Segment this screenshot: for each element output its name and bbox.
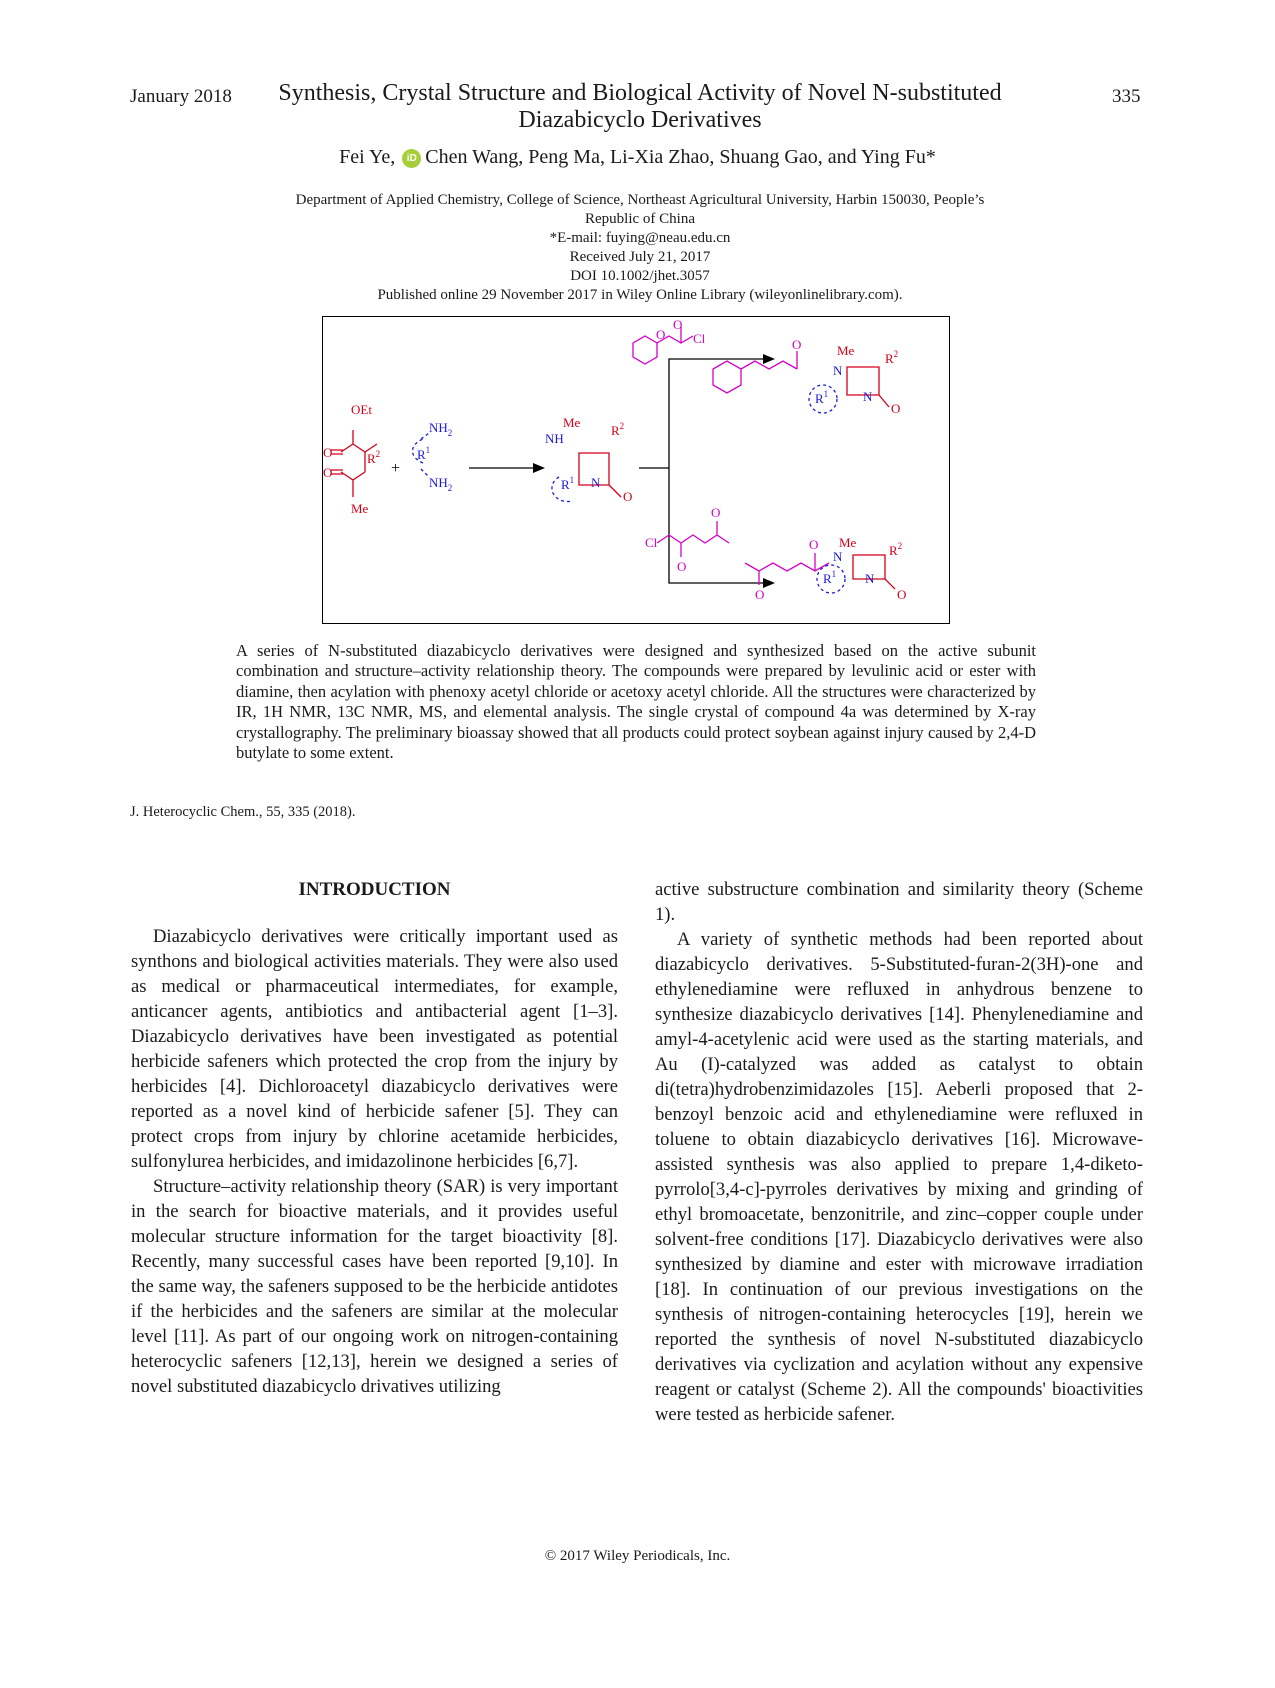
author-rest: Chen Wang, Peng Ma, Li-Xia Zhao, Shuang Gao, and Ying Fu* (425, 146, 936, 168)
label-me: Me (839, 535, 857, 550)
label-o: O (891, 401, 901, 416)
label-me: Me (351, 501, 369, 516)
label-r2: $R^2$ (889, 541, 903, 558)
label-n: N (833, 549, 843, 564)
page-number: 335 (1112, 86, 1141, 107)
published-online: Published online 29 November 2017 in Wiley Online Library (wileyonlinelibrary.com). (377, 287, 903, 303)
header-date: January 2018 (130, 86, 232, 107)
label-o: O (677, 559, 687, 574)
plus-sign: + (391, 460, 401, 477)
label-o: O (755, 587, 765, 602)
reaction-scheme (322, 316, 950, 624)
affiliation-line: Republic of China (585, 211, 695, 227)
paragraph: Structure–activity relationship theory (SAR) is very important in the search for bioactive materials, and it provides useful molecular structure information for the target bioactivity [8]. Recently, many successful cases have been reported [9,10]. In the same way, the safeners supposed to be the herbicide antidotes if the herbicides and the safeners are similar at the molecular level [11]. As part of our ongoing work on nitrogen-containing heterocyclic safeners [12,13], herein we designed a series of novel substituted diazabicyclo drivatives utilizing (131, 1176, 618, 1397)
label-r1: $R^1$ (561, 475, 575, 492)
author-first: Fei Ye, (339, 146, 396, 168)
label-n: N (591, 475, 601, 490)
affiliation-block (230, 191, 1050, 305)
orcid-icon[interactable]: iD (402, 149, 421, 168)
paragraph: active substructure combination and similarity theory (Scheme 1). (655, 879, 1143, 925)
label-o: O (323, 445, 333, 460)
label-n: N (865, 571, 875, 586)
label-cl: Cl (693, 331, 706, 346)
label-cl: Cl (645, 535, 658, 550)
label-me: Me (837, 343, 855, 358)
reaction-scheme-drawing (323, 317, 949, 623)
column-right (655, 877, 1143, 1427)
label-o: O (809, 537, 819, 552)
label-o: O (711, 505, 721, 520)
article-title: Synthesis, Crystal Structure and Biological Activity of Novel N-substituted Diazabicyclo Derivatives (278, 80, 1002, 133)
copyright-footer: © 2017 Wiley Periodicals, Inc. (544, 1548, 731, 1564)
label-n: N (833, 363, 843, 378)
email-line: *E-mail: fuying@neau.edu.cn (549, 230, 731, 246)
label-nh2: $NH_2$ (429, 475, 453, 493)
label-r1: $R^1$ (417, 445, 431, 462)
label-r1: $R^1$ (815, 389, 829, 406)
label-o: O (673, 317, 683, 332)
affiliation-line: Department of Applied Chemistry, College of Science, Northeast Agricultural University, Harbin 150030, People’s (295, 192, 985, 208)
label-n: N (863, 389, 873, 404)
label-o: O (656, 327, 666, 342)
author-list (0, 146, 1275, 169)
label-nh2: $NH_2$ (429, 420, 453, 438)
paragraph: Diazabicyclo derivatives were critically important used as synthons and biological activities materials. They were also used as medical or pharmaceutical intermediates, for example, anticancer agents, antibiotics and antibacterial agent [1–3]. Diazabicyclo derivatives have been investigated as potential herbicide safeners which protected the crop from the injury by herbicides [4]. Dichloroacetyl diazabicyclo derivatives were reported as a novel kind of herbicide safener [5]. They can protect crops from injury by chlorine acetamide herbicides, sulfonylurea herbicides, and imidazolinone herbicides [6,7]. (131, 926, 618, 1172)
label-r2: $R^2$ (611, 421, 625, 438)
journal-citation: J. Heterocyclic Chem., 55, 335 (2018). (130, 804, 356, 820)
label-o: O (792, 337, 802, 352)
label-oet: OEt (351, 402, 372, 417)
received-date: Received July 21, 2017 (569, 249, 711, 265)
label-o: O (323, 465, 333, 480)
label-r2: $R^2$ (885, 349, 899, 366)
paragraph: A variety of synthetic methods had been reported about diazabicyclo derivatives. 5-Substituted-furan-2(3H)-one and ethylenediamine were refluxed in anhydrous benzene to synthesize diazabicyclo derivatives [14]. Phenylenediamine and amyl-4-acetylenic acid were used as the starting materials, and Au (I)-catalyzed was added as catalyst to obtain di(tetra)hydrobenzimidazoles [15]. Aeberli proposed that 2-benzoyl benzoic acid and ethylenediamine were refluxed in toluene to obtain diazabicyclo derivatives [16]. Microwave-assisted synthesis was also applied to prepare 1,4-diketo-pyrrolo[3,4-c]-pyrroles derivatives by mixing and grinding of ethyl bromoacetate, benzonitrile, and zinc–copper couple under solvent-free conditions [17]. Diazabicyclo derivatives were also synthesized by diamine and ester with microwave irradiation [18]. In continuation of our previous investigations on the synthesis of nitrogen-containing heterocycles [19], herein we reported the synthesis of novel N-substituted diazabicyclo derivatives via cyclization and acylation without any expensive reagent or catalyst (Scheme 2). All the compounds' bioactivities were tested as herbicide safener. (655, 929, 1143, 1425)
label-r2: $R^2$ (367, 449, 381, 466)
column-left (131, 877, 618, 1399)
label-me: Me (563, 415, 581, 430)
label-o: O (897, 587, 907, 602)
abstract: A series of N-substituted diazabicyclo derivatives were designed and synthesized based on the active subunit combination and structure–activity relationship theory. The compounds were prepared by levulinic acid or ester with diamine, then acylation with phenoxy acetyl chloride or acetoxy acetyl chloride. All the structures were characterized by IR, 1H NMR, 13C NMR, MS, and elemental analysis. The single crystal of compound 4a was determined by X-ray crystallography. The preliminary bioassay showed that all products could protect soybean against injury caused by 2,4-D butylate to some extent. (236, 641, 1036, 763)
doi: DOI 10.1002/jhet.3057 (570, 268, 710, 284)
label-nh: NH (545, 431, 564, 446)
label-o: O (623, 489, 633, 504)
label-r1: $R^1$ (823, 569, 837, 586)
section-heading: INTRODUCTION (298, 879, 451, 900)
